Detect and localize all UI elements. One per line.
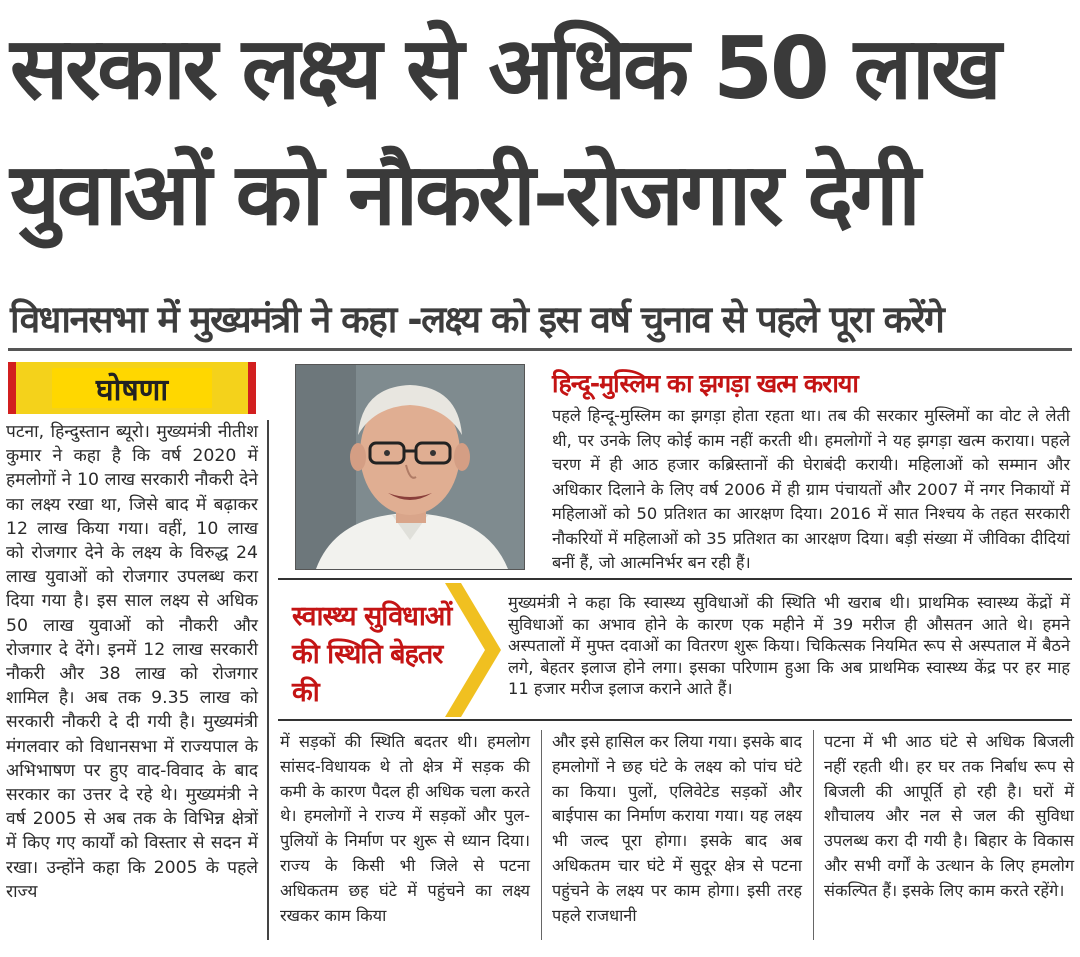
headline-line-1: सरकार लक्ष्य से अधिक 50 लाख (10, 19, 999, 119)
portrait-photo (295, 364, 525, 570)
headline-line-2: युवाओं को नौकरी-रोजगार देगी (10, 145, 918, 245)
health-story-title: स्वास्थ्य सुविधाओं की स्थिति बेहतर की (292, 601, 452, 708)
divider (278, 719, 1072, 721)
boxed-story-body: पहले हिन्दू-मुस्लिम का झगड़ा होता रहता था। तब की सरकार मुस्लिमों का वोट ले लेती थी, पर उनके लिए कोई काम नहीं करती थी। हमलोगों ने यह झगड़ा खत्म कराया। पहले चरण में ही आठ हजार कब्रिस्तानों की घेराबंदी करायी। महिलाओं को सम्मान और अधिकार दिलाने के लिए वर्ष 2006 में ही ग्राम पंचायतों और 2007 में नगर निकायों में महिलाओं को 50 प्रतिशत का आरक्षण दिया। 2016 में सात निश्चय के तहत सरकारी नौकरियों में महिलाओं को 35 प्रतिशत का आरक्षण दिया। बड़ी संख्या में जीविका दीदियां बनीं हैं, जो आत्मनिर्भर बन रही हैं। (552, 406, 1070, 572)
subheadline: विधानसभा में मुख्यमंत्री ने कहा -लक्ष्य को इस वर्ष चुनाव से पहले पूरा करेंगे (10, 298, 944, 341)
divider (8, 348, 1072, 351)
article-column-2: में सड़कों की स्थिति बदतर थी। हमलोग सांसद-विधायक थे तो क्षेत्र में सड़क की कमी के कारण पैदल ही अधिक चला करते थे। हमलोगों ने राज्य में सड़कों और पुल-पुलियों के निर्माण पर शुरू से ध्यान दिया। राज्य के किसी भी जिले से पटना अधिकतम छह घंटे में पहुंचने का लक्ष्य रखकर काम किया (280, 732, 530, 925)
health-story-body: मुख्यमंत्री ने कहा कि स्वास्थ्य सुविधाओं की स्थिति भी खराब थी। प्राथमिक स्वास्थ्य केंद्रों में सुविधाओं का अभाव होने के कारण एक महीने में 39 मरीज ही औसतन आते थे। हमने अस्पतालों में मुफ्त दवाओं का वितरण शुरू किया। चिकित्सक नियमित रूप से अस्पताल में बैठने लगे, बेहतर इलाज होने लगा। इसका परिणाम हुआ कि अब प्राथमिक स्वास्थ्य केंद्र पर हर माह 11 हजार मरीज इलाज कराने आते हैं। (508, 593, 1070, 698)
chevron-icon (445, 583, 505, 717)
announcement-badge (8, 362, 256, 414)
portrait-image (296, 365, 524, 569)
boxed-story-title: हिन्दू-मुस्लिम का झगड़ा खत्म कराया (552, 369, 858, 398)
column-divider (813, 730, 814, 940)
column-divider (541, 730, 542, 940)
article-column-1: पटना, हिन्दुस्तान ब्यूरो। मुख्यमंत्री नीतीश कुमार ने कहा है कि वर्ष 2020 में हमलोगों ने 10 लाख सरकारी नौकरी देने का लक्ष्य रखा था, जिसे बाद में बढ़ाकर 12 लाख किया गया। वहीं, 10 लाख को रोजगार देने के लक्ष्य के विरुद्ध 24 लाख युवाओं को रोजगार उपलब्ध करा दिया गया है। इस साल लक्ष्य से अधिक 50 लाख युवाओं को नौकरी और रोजगार दे देंगे। इनमें 12 लाख सरकारी नौकरी और 38 लाख को रोजगार शामिल है। अब तक 9.35 लाख को सरकारी नौकरी दे दी गयी है। मुख्यमंत्री मंगलवार को विधानसभा में राज्यपाल के अभिभाषण पर हुए वाद-विवाद के बाद सरकार का उत्तर दे रहे थे। मुख्यमंत्री ने वर्ष 2005 से अब तक के विभिन्न क्षेत्रों में किए गए कार्यों को विस्तार से सदन में रखा। उन्होंने कहा कि 2005 के पहले राज्य (6, 422, 258, 902)
article-column-3: और इसे हासिल कर लिया गया। इसके बाद हमलोगों ने छह घंटे के लक्ष्य को पांच घंटे का किया। पुलों, एलिवेटेड सड़कों और बाईपास का निर्माण कराया गया। यह लक्ष्य भी जल्द पूरा होगा। इसके बाद अब अधिकतम चार घंटे में सुदूर क्षेत्र से पटना पहुंचने के लक्ष्य पर काम होगा। इसी तरह पहले राजधानी (552, 732, 802, 925)
column-divider (267, 420, 269, 940)
divider (278, 578, 1072, 580)
article-column-4: पटना में भी आठ घंटे से अधिक बिजली नहीं रहती थी। हर घर तक निर्बाध रूप से बिजली की आपूर्ति हो रही है। घरों में शौचालय और नल से जल की सुविधा उपलब्ध करा दी गयी है। बिहार के विकास और सभी वर्गों के उत्थान के लिए हमलोग संकल्पित हैं। इसके लिए काम करते रहेंगे। (824, 732, 1074, 900)
badge-label: घोषणा (52, 368, 212, 408)
